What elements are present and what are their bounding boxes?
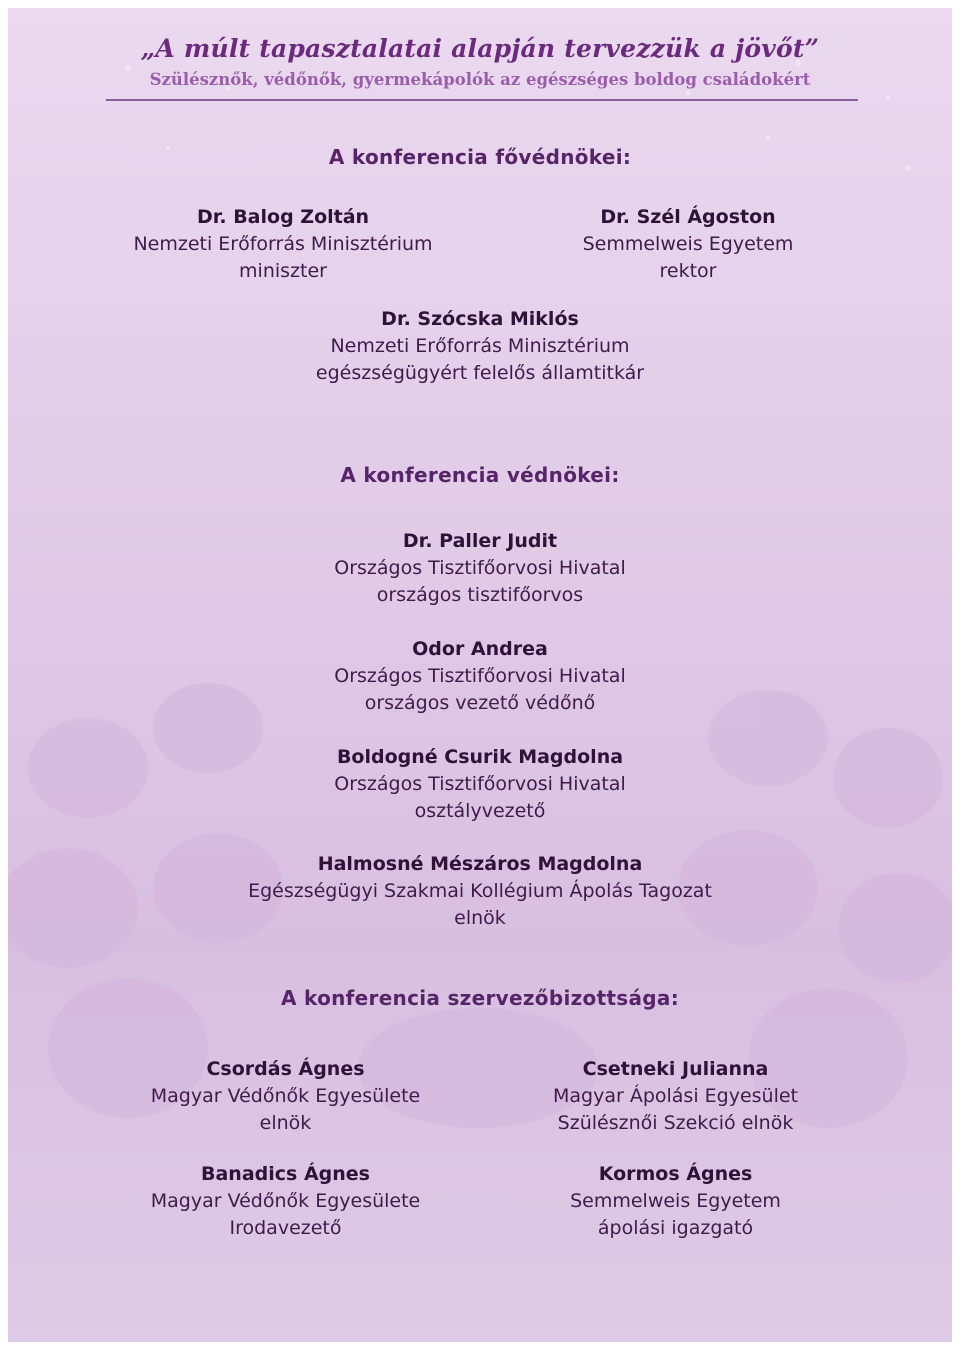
section-title-szervezo: A konferencia szervezőbizottsága: — [280, 986, 680, 1010]
person-org: Magyar Védőnők Egyesülete — [150, 1085, 421, 1107]
person-org: Egészségügyi Szakmai Kollégium Ápolás Tagozat — [248, 880, 712, 902]
person-csordas — [108, 1056, 463, 1137]
person-name: Boldogné Csurik Magdolna — [336, 746, 624, 768]
person-role: országos tisztifőorvos — [376, 584, 584, 606]
person-name: Banadics Ágnes — [201, 1163, 370, 1185]
person-role: Szülésznői Szekció elnök — [557, 1112, 794, 1134]
person-org: Nemzeti Erőforrás Minisztérium — [133, 233, 433, 255]
person-name: Csetneki Julianna — [582, 1058, 769, 1080]
person-balog — [108, 204, 458, 285]
person-org: Semmelweis Egyetem — [570, 1190, 781, 1212]
person-name: Csordás Ágnes — [206, 1058, 365, 1080]
person-odor — [8, 636, 952, 717]
header-title: „A múlt tapasztalatai alapján tervezzük a jövőt” — [140, 34, 820, 63]
person-name: Halmosné Mészáros Magdolna — [317, 853, 643, 875]
person-role: ápolási igazgató — [597, 1217, 754, 1239]
header-divider — [106, 99, 858, 101]
person-csetneki — [503, 1056, 848, 1137]
person-org: Országos Tisztifőorvosi Hivatal — [334, 665, 626, 687]
person-name: Dr. Szócska Miklós — [381, 308, 579, 330]
person-name: Dr. Balog Zoltán — [196, 206, 370, 228]
section-title-vednokok: A konferencia védnökei: — [340, 463, 620, 487]
person-kormos — [503, 1161, 848, 1242]
header-subtitle: Szülésznők, védőnők, gyermekápolók az egészséges boldog családokért — [149, 70, 811, 89]
person-name: Odor Andrea — [412, 638, 548, 660]
person-role: egészségügyért felelős államtitkár — [315, 362, 645, 384]
person-role: miniszter — [239, 260, 327, 282]
person-szocska — [8, 306, 952, 387]
person-org: Országos Tisztifőorvosi Hivatal — [334, 557, 626, 579]
person-boldogne — [8, 744, 952, 825]
person-name: Kormos Ágnes — [598, 1163, 753, 1185]
person-org: Magyar Ápolási Egyesület — [552, 1085, 798, 1107]
person-role: rektor — [659, 260, 717, 282]
person-org: Nemzeti Erőforrás Minisztérium — [330, 335, 630, 357]
person-name: Dr. Paller Judit — [402, 530, 558, 552]
person-role: Irodavezető — [229, 1217, 342, 1239]
section-title-fovednokok: A konferencia fővédnökei: — [328, 145, 632, 169]
person-role: osztályvezető — [414, 800, 546, 822]
person-paller — [8, 528, 952, 609]
page — [8, 8, 952, 1342]
person-role: országos vezető védőnő — [364, 692, 596, 714]
person-szel — [513, 204, 863, 285]
person-org: Országos Tisztifőorvosi Hivatal — [334, 773, 626, 795]
person-org: Magyar Védőnők Egyesülete — [150, 1190, 421, 1212]
person-name: Dr. Szél Ágoston — [600, 206, 776, 228]
person-role: elnök — [454, 907, 506, 929]
person-org: Semmelweis Egyetem — [582, 233, 794, 255]
person-banadics — [108, 1161, 463, 1242]
person-role: elnök — [259, 1112, 312, 1134]
person-halmosne — [8, 851, 952, 932]
